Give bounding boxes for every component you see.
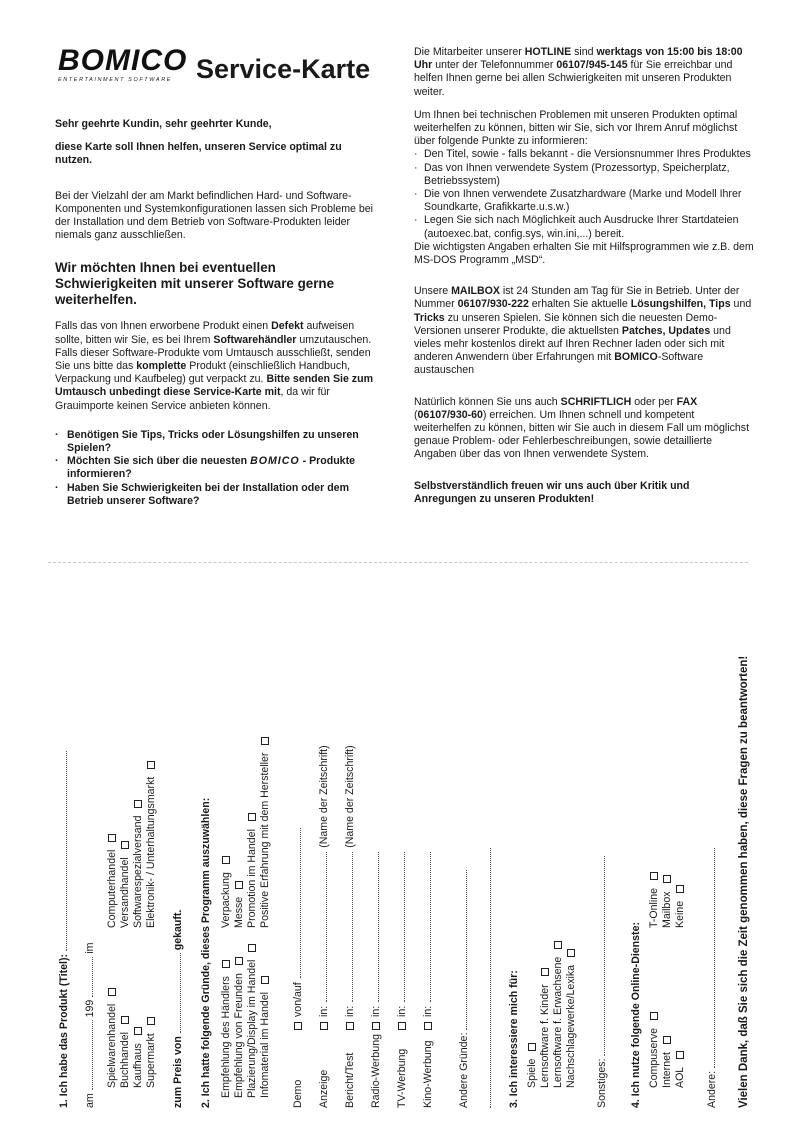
checkbox-label: Positive Erfahrung mit dem Hersteller (259, 752, 271, 928)
checkbox-label: Computerhandel (106, 849, 118, 928)
checkbox-label: Empfehlung von Freunden (233, 973, 245, 1098)
media-row (342, 745, 357, 1108)
logo-tagline: ENTERTAINMENT SOFTWARE (58, 77, 173, 83)
checkbox-option[interactable] (145, 756, 158, 928)
info-bullet-list (414, 148, 754, 240)
checkbox-option[interactable] (220, 955, 233, 1098)
checkbox[interactable] (663, 1036, 671, 1044)
media-field[interactable] (316, 852, 327, 1002)
checkbox-option[interactable] (674, 1046, 687, 1088)
purchase-date-row: am 199 im (84, 942, 96, 1108)
checkbox[interactable] (424, 1022, 432, 1030)
checkbox-option[interactable] (246, 939, 259, 1098)
checkbox-label: Promotion im Handel (246, 829, 258, 928)
checkbox-label: Internet (661, 1052, 673, 1088)
checkbox[interactable] (235, 881, 243, 889)
checkbox-option[interactable] (552, 936, 565, 1088)
greeting: Sehr geehrte Kundin, sehr geehrter Kunde, (55, 118, 272, 130)
checkbox[interactable] (650, 1012, 658, 1020)
other-online-field[interactable] (704, 848, 715, 1068)
media-field[interactable] (290, 828, 301, 978)
checkbox[interactable] (663, 875, 671, 883)
checkbox-label: Keine (674, 900, 686, 928)
msd-paragraph: Die wichtigsten Angaben erhalten Sie mit Hilfsprogrammen wie z.B. dem MS-DOS Programm „MSD“. (414, 240, 754, 267)
price-row: zum Preis von gekauft. (172, 909, 184, 1108)
checkbox[interactable] (320, 1022, 328, 1030)
shop-options (106, 668, 166, 1108)
other-reasons-field-2[interactable] (480, 848, 491, 1108)
other-interests-field[interactable] (594, 856, 605, 1056)
checkbox[interactable] (261, 976, 269, 984)
checkbox[interactable] (147, 761, 155, 769)
checkbox-option[interactable] (145, 1012, 158, 1088)
day-field[interactable] (82, 1020, 93, 1090)
hotline-paragraph: Die Mitarbeiter unserer HOTLINE sind werktags von 15:00 bis 18:00 Uhr unter der Telefonnummer 06107/945-145 für Sie erreichbar und helfen Ihnen gerne bei allen Schwierigkeiten mit unseren Produkten weiter. (414, 46, 743, 98)
checkbox-option[interactable] (259, 732, 272, 928)
checkbox[interactable] (147, 1017, 155, 1025)
checkbox-label: Kaufhaus (132, 1043, 144, 1088)
checkbox-label: Empfehlung des Händlers (220, 976, 232, 1098)
checkbox[interactable] (222, 856, 230, 864)
other-reasons-row: Andere Gründe: (456, 870, 471, 1108)
checkbox-option[interactable] (246, 808, 259, 928)
reason-options (220, 668, 276, 1108)
checkbox-label: Compuserve (648, 1027, 660, 1088)
checkbox[interactable] (222, 960, 230, 968)
media-row (394, 848, 409, 1108)
checkbox[interactable] (346, 1022, 354, 1030)
checkbox[interactable] (554, 941, 562, 949)
fold-line (48, 562, 748, 563)
other-online-row: Andere: (704, 848, 719, 1108)
checkbox-option[interactable] (233, 952, 246, 1098)
checkbox-label: T-Online (648, 887, 660, 928)
media-field[interactable] (420, 852, 431, 1002)
media-label: Kino-Werbung (422, 1040, 434, 1108)
media-prefix: von/auf (292, 982, 304, 1017)
media-row (368, 848, 383, 1108)
year-field[interactable] (82, 957, 93, 997)
checkbox[interactable] (108, 988, 116, 996)
checkbox-label: Versandhandel (119, 857, 131, 928)
checkbox-option[interactable] (132, 795, 145, 928)
checkbox-option[interactable] (233, 876, 246, 928)
checkbox-label: Elektronik- / Unterhaltungsmarkt (145, 776, 157, 928)
inline-logo: BOMICO (250, 455, 300, 468)
media-label: Radio-Werbung (370, 1033, 382, 1108)
section-4-title: 4. Ich nutze folgende Online-Dienste: (630, 922, 642, 1108)
other-interests-row: Sonstiges: (594, 856, 609, 1108)
checkbox-option[interactable] (648, 867, 661, 928)
media-row (420, 848, 435, 1108)
media-row (316, 745, 331, 1108)
checkbox[interactable] (294, 1022, 302, 1030)
checkbox-option[interactable] (259, 971, 272, 1098)
checkbox-label: Infomaterial im Handel (259, 992, 271, 1098)
checkbox-label: Lernsoftware f. Erwachsene (552, 956, 564, 1088)
checkbox[interactable] (121, 841, 129, 849)
checkbox[interactable] (248, 944, 256, 952)
checkbox-option[interactable] (220, 851, 233, 928)
checkbox[interactable] (398, 1022, 406, 1030)
media-field[interactable] (394, 852, 405, 1002)
checkbox[interactable] (134, 1027, 142, 1035)
checkbox-option[interactable] (661, 1031, 674, 1088)
media-field[interactable] (342, 852, 353, 1002)
checkbox-option[interactable] (106, 983, 119, 1088)
checkbox-option[interactable] (539, 963, 552, 1088)
checkbox[interactable] (528, 1043, 536, 1051)
media-prefix: in: (318, 1005, 330, 1017)
media-label: TV-Werbung (396, 1048, 408, 1108)
checkbox-label: Supermarkt (145, 1033, 157, 1088)
media-prefix: in: (370, 1005, 382, 1017)
checkbox-label: Messe (233, 896, 245, 928)
checkbox-label: Nachschlagewerke/Lexika (565, 964, 577, 1088)
checkbox-label: Verpackung (220, 872, 232, 928)
checkbox[interactable] (541, 968, 549, 976)
checkbox-label: Spielwarenhandel (106, 1003, 118, 1088)
interest-options (526, 668, 582, 1108)
checkbox-option[interactable] (526, 1038, 539, 1088)
checkbox-option[interactable] (674, 880, 687, 928)
section-2-title: 2. Ich hatte folgende Gründe, dieses Programm auszuwählen: (200, 797, 212, 1108)
checkbox[interactable] (261, 737, 269, 745)
media-row (290, 824, 305, 1108)
bomico-logo (58, 46, 188, 92)
right-column (414, 46, 754, 516)
media-field[interactable] (368, 852, 379, 1002)
checkbox-label: Buchhandel (119, 1032, 131, 1088)
questionnaire-form (52, 655, 768, 1108)
checkbox[interactable] (372, 1022, 380, 1030)
checkbox-option[interactable] (119, 1011, 132, 1088)
media-label: Bericht/Test (344, 1052, 356, 1108)
checkbox-label: Softwarespezialversand (132, 815, 144, 928)
section-heading: Wir möchten Ihnen bei eventuellen Schwierigkeiten mit unserer Software gerne weiterhelfen. (55, 260, 335, 308)
checkbox-label: Spiele (526, 1058, 538, 1088)
checkbox[interactable] (121, 1016, 129, 1024)
section-3-title: 3. Ich interessiere mich für: (508, 970, 520, 1108)
media-prefix: in: (396, 1005, 408, 1017)
info-bullet-item: · Legen Sie sich nach Möglichkeit auch Ausdrucke Ihrer Startdateien (autoexec.bat, config.sys, win.ini,...) bereit. (414, 214, 754, 240)
checkbox[interactable] (567, 949, 575, 957)
left-column (55, 118, 375, 508)
checkbox-option[interactable] (661, 870, 674, 928)
checkbox-label: Lernsoftware f. Kinder (539, 984, 551, 1088)
checkbox-label: Plazierung/Display im Handel (246, 959, 258, 1098)
intro-text: diese Karte soll Ihnen helfen, unseren Service optimal zu nutzen. (55, 141, 342, 167)
checkbox[interactable] (676, 1051, 684, 1059)
paragraph-problems: Bei der Vielzahl der am Markt befindlichen Hard- und Software-Komponenten und Systemkonfigurationen lassen sich Probleme bei der Installation und dem Betrieb von Software-Produkten leider niemals ganz ausschließen. (55, 189, 374, 242)
question-list (55, 429, 375, 508)
page-title: Service-Karte (196, 54, 371, 84)
form-rotated-content (52, 655, 768, 1108)
checkbox[interactable] (134, 800, 142, 808)
media-label: Anzeige (318, 1069, 330, 1108)
checkbox[interactable] (235, 957, 243, 965)
question-tips: · Benötigen Sie Tips, Tricks oder Lösungshilfen zu unseren Spielen? (55, 429, 375, 455)
checkbox-option[interactable] (106, 829, 119, 928)
checkbox-option[interactable] (119, 836, 132, 928)
checkbox-label: Mailbox (661, 891, 673, 928)
info-bullet-item: · Den Titel, sowie - falls bekannt - die Versionsnummer Ihres Produktes (414, 148, 754, 161)
logo-wordmark: BOMICO (58, 44, 188, 77)
paragraph-defect: Falls das von Ihnen erworbene Produkt einen Defekt aufweisen sollte, bitten wir Sie, es bei Ihrem Softwarehändler umzutauschen. Falls dieser Software-Produkte vom Umtausch ausschließt, senden Sie uns bitte das komplette Produkt (einschließlich Handbuch, Verpackung und Kaufbeleg) gut verpackt zu. Bitte senden Sie zum Umtausch unbedingt diese Service-Karte mit, da wir für Grauimporte keinen Service anbieten können. (55, 320, 373, 412)
media-prefix: in: (344, 1005, 356, 1017)
mailbox-paragraph: Unsere MAILBOX ist 24 Stunden am Tag für Sie in Betrieb. Unter der Nummer 06107/930-222 erhalten Sie aktuelle Lösungshilfen, Tips und Tricks zu unseren Spielen. Sie können sich die neuesten Demo-Versionen unserer Produkte, die aktuellsten Patches, Updates und vieles mehr kostenlos direkt auf Ihren Rechner laden oder sich mit anderen Anwendern über Erfahrungen mit BOMICO-Software austauschen (414, 285, 752, 377)
closing-text: Selbstverständlich freuen wir uns auch über Kritik und Anregungen zu unseren Produkten! (414, 479, 690, 505)
media-prefix: in: (422, 1005, 434, 1017)
technical-paragraph: Um Ihnen bei technischen Problemen mit unseren Produkten optimal weiterhelfen zu können, bitten wir Sie, sich vor Ihrem Anruf möglichst über folgende Punkte zu informieren: (414, 108, 738, 148)
written-contact-paragraph: Natürlich können Sie uns auch SCHRIFTLICH oder per FAX (06107/930-60) erreichen. Um Ihnen schnell und kompetent weiterhelfen zu können, bitten wir Sie auch in diesem Fall um möglichst genaue Problem- oder Fehlerbeschreibungen, sowie detaillierte Angaben über das von Ihnen verwendete System. (414, 395, 750, 461)
question-products: · Möchten Sie sich über die neuesten BOMICO - Produkte informieren? (55, 455, 375, 481)
checkbox-option[interactable] (648, 1007, 661, 1088)
other-reasons-row-2 (480, 848, 495, 1108)
price-field[interactable] (170, 953, 181, 1033)
question-installation: · Haben Sie Schwierigkeiten bei der Installation oder dem Betrieb unserer Software? (55, 482, 375, 508)
section-1-title: 1. Ich habe das Produkt (Titel): (56, 751, 71, 1108)
info-bullet-item: · Die von Ihnen verwendete Zusatzhardware (Marke und Modell Ihrer Soundkarte, Grafikkarte.u.s.w.) (414, 188, 754, 214)
checkbox-label: AOL (674, 1066, 686, 1088)
checkbox-option[interactable] (132, 1022, 145, 1088)
checkbox-option[interactable] (565, 944, 578, 1088)
checkbox[interactable] (248, 813, 256, 821)
checkbox[interactable] (650, 872, 658, 880)
other-reasons-field[interactable] (456, 870, 467, 1030)
thank-you-note: Vielen Dank, daß Sie sich die Zeit genommen haben, diese Fragen zu beantworten! (738, 655, 750, 1108)
title-field[interactable] (56, 751, 67, 951)
checkbox[interactable] (108, 834, 116, 842)
online-options (648, 668, 692, 1108)
checkbox[interactable] (676, 885, 684, 893)
info-bullet-item: · Das von Ihnen verwendete System (Prozessortyp, Speicherplatz, Betriebssystem) (414, 162, 754, 188)
media-label: Demo (292, 1079, 304, 1108)
media-suffix: (Name der Zeitschrift) (344, 745, 356, 848)
media-suffix: (Name der Zeitschrift) (318, 745, 330, 848)
